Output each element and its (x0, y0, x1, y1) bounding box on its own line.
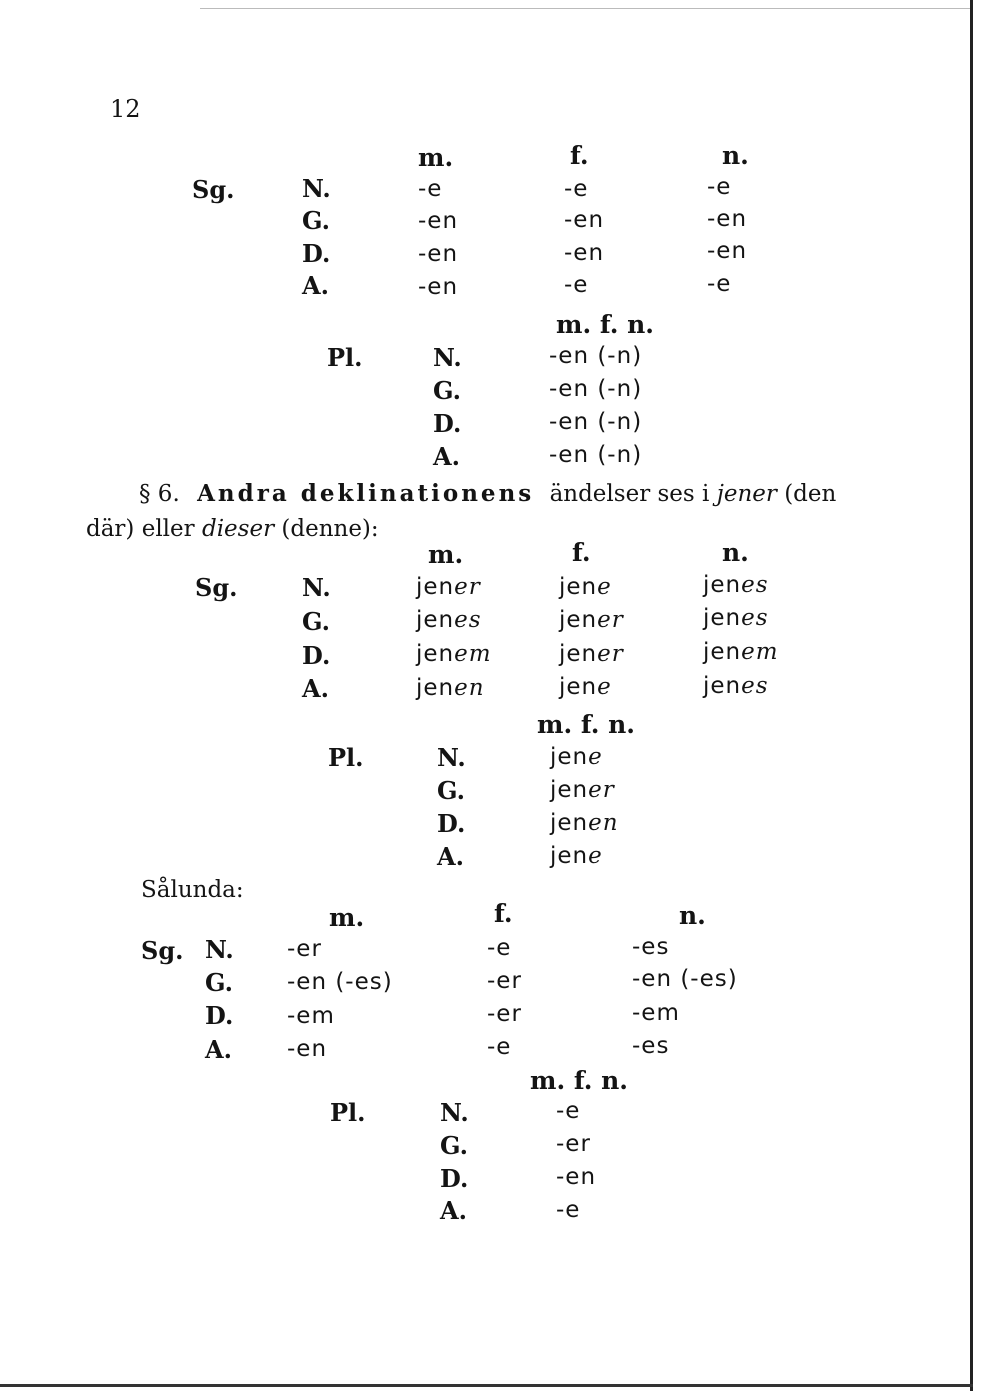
form-n (703, 607, 769, 630)
case-label: A. (440, 1196, 467, 1225)
ending-n: -es (632, 934, 670, 960)
section-paragraph-line-2 (86, 518, 379, 541)
ending-f: -e (564, 176, 589, 202)
ending: em (454, 641, 492, 667)
ending-n: -e (707, 174, 732, 200)
header-f: f. (572, 538, 591, 567)
ending-m: -en (-es) (287, 969, 393, 995)
stem: jen (559, 607, 598, 633)
form-m (416, 643, 492, 666)
form-m (416, 677, 485, 700)
ending: es (454, 607, 482, 633)
sg-label: Sg. (192, 175, 235, 204)
header-m: m. (329, 903, 365, 932)
case-label: A. (302, 271, 329, 300)
case-label: D. (205, 1001, 234, 1030)
ending-n: -en (-es) (632, 966, 738, 992)
case-label: A. (433, 442, 460, 471)
section-number: § 6. (139, 481, 180, 507)
stem: jen (550, 777, 589, 803)
case-label: N. (440, 1098, 469, 1127)
section-paragraph-line-1 (139, 482, 836, 506)
section-text: (den (784, 481, 837, 507)
case-label: D. (302, 239, 331, 268)
page-number: 12 (110, 95, 141, 123)
ending-m: -en (287, 1036, 328, 1062)
page-edge-top (200, 8, 970, 9)
stem: jen (703, 605, 742, 631)
example-word-dieser: dieser (201, 516, 275, 542)
page-edge-bottom (0, 1384, 973, 1387)
stem: jen (703, 673, 742, 699)
ending-f: -en (564, 207, 605, 233)
case-label: A. (302, 674, 329, 703)
ending: er (597, 607, 624, 633)
plural-ending: -en (-n) (549, 343, 643, 369)
ending-f: -en (564, 240, 605, 266)
plural-form (550, 779, 615, 802)
ending-m: -er (287, 936, 322, 962)
case-label: D. (440, 1164, 469, 1193)
ending-m: -en (418, 274, 459, 300)
page-edge-right (970, 0, 973, 1391)
case-label: D. (302, 641, 331, 670)
plural-ending: -en (556, 1164, 597, 1190)
salunda-label: Sålunda: (141, 877, 244, 903)
plural-ending: -en (-n) (549, 409, 643, 435)
ending: e (588, 744, 603, 770)
ending-n: -en (707, 238, 748, 264)
pl-label: Pl. (327, 343, 363, 372)
pl-label: Pl. (330, 1098, 366, 1127)
form-f (559, 676, 612, 699)
case-label: G. (440, 1131, 468, 1160)
stem: jen (550, 843, 589, 869)
stem: jen (559, 574, 598, 600)
plural-ending: -en (-n) (549, 376, 643, 402)
case-label: G. (205, 968, 233, 997)
section-text: ändelser ses i (549, 481, 710, 507)
plural-ending: -en (-n) (549, 442, 643, 468)
ending: er (454, 574, 481, 600)
sg-label: Sg. (141, 936, 184, 965)
form-m (416, 576, 481, 599)
ending-n: -e (707, 271, 732, 297)
plural-header: m. f. n. (537, 710, 636, 739)
ending-m: -e (418, 176, 443, 202)
case-label: D. (433, 409, 462, 438)
plural-form (550, 812, 619, 835)
ending: e (588, 843, 603, 869)
section-text: (denne): (281, 516, 379, 542)
stem: jen (703, 639, 742, 665)
ending-n: -es (632, 1033, 670, 1059)
case-label: N. (302, 174, 331, 203)
section-text: där) eller (86, 516, 195, 542)
case-label: D. (437, 809, 466, 838)
ending-m: -em (287, 1003, 335, 1029)
ending-f: -e (487, 1034, 512, 1060)
case-label: A. (205, 1035, 232, 1064)
ending: er (597, 641, 624, 667)
case-label: G. (302, 607, 330, 636)
ending-n: -em (632, 1000, 680, 1026)
ending-f: -er (487, 968, 522, 994)
stem: jen (550, 810, 589, 836)
plural-form (550, 746, 603, 769)
header-n: n. (722, 538, 749, 567)
stem: jen (416, 574, 455, 600)
stem: jen (559, 641, 598, 667)
ending: es (741, 673, 769, 699)
example-word-jener: jener (716, 481, 777, 507)
case-label: N. (205, 935, 234, 964)
case-label: N. (437, 743, 466, 772)
stem: jen (550, 744, 589, 770)
stem: jen (703, 572, 742, 598)
ending-m: -en (418, 241, 459, 267)
ending-f: -e (487, 935, 512, 961)
ending-f: -er (487, 1001, 522, 1027)
case-label: N. (302, 573, 331, 602)
sg-label: Sg. (195, 573, 238, 602)
case-label: N. (433, 343, 462, 372)
ending: er (588, 777, 615, 803)
plural-header: m. f. n. (556, 310, 655, 339)
plural-ending: -e (556, 1197, 581, 1223)
stem: jen (416, 641, 455, 667)
form-f (559, 576, 612, 599)
form-f (559, 609, 624, 632)
pl-label: Pl. (328, 743, 364, 772)
header-f: f. (494, 899, 513, 928)
case-label: A. (437, 842, 464, 871)
case-label: G. (302, 206, 330, 235)
ending: es (741, 572, 769, 598)
ending: en (588, 810, 619, 836)
ending: en (454, 675, 485, 701)
plural-form (550, 845, 603, 868)
header-m: m. (428, 540, 464, 569)
ending-m: -en (418, 208, 459, 234)
plural-ending: -e (556, 1098, 581, 1124)
header-n: n. (679, 901, 706, 930)
plural-ending: -er (556, 1131, 591, 1157)
form-n (703, 641, 779, 664)
ending-f: -e (564, 272, 589, 298)
header-n: n. (722, 141, 749, 170)
ending: e (597, 574, 612, 600)
case-label: G. (433, 376, 461, 405)
plural-header: m. f. n. (530, 1066, 629, 1095)
header-f: f. (570, 141, 589, 170)
section-heading: Andra deklinationens (197, 480, 535, 507)
ending-n: -en (707, 206, 748, 232)
form-f (559, 643, 624, 666)
ending: e (597, 674, 612, 700)
form-m (416, 609, 482, 632)
ending: em (741, 639, 779, 665)
form-n (703, 574, 769, 597)
ending: es (741, 605, 769, 631)
case-label: G. (437, 776, 465, 805)
form-n (703, 675, 769, 698)
stem: jen (416, 675, 455, 701)
header-m: m. (418, 143, 454, 172)
stem: jen (416, 607, 455, 633)
stem: jen (559, 674, 598, 700)
